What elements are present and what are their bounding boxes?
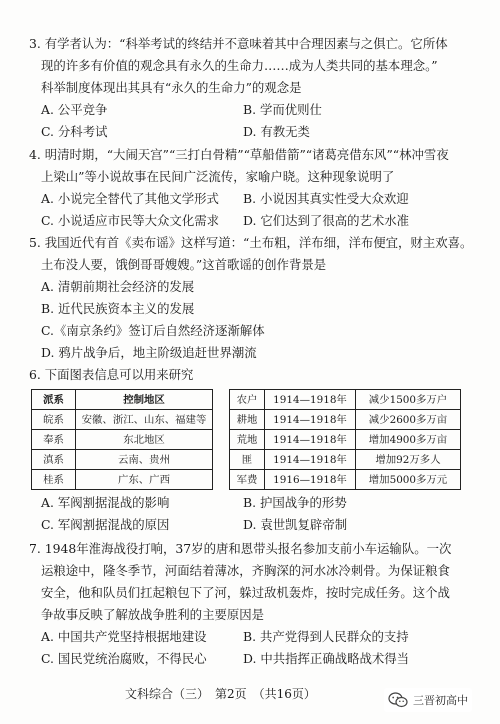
q3-option-c: C. 分科考试 [41,124,108,139]
table-cell: 军费 [230,470,265,490]
q7-option-b: B. 共产党得到人民群众的支持 [243,629,409,644]
q6-stem: 6. 下面图表信息可以用来研究 [29,367,194,382]
table-cell: 减少1500多万户 [356,390,461,410]
q6-option-c: C. 军阀割据混战的原因 [41,517,170,532]
table-cell: 增加92万多人 [356,450,461,470]
q7-stem-line1: 7. 1948年淮海战役打响，37岁的唐和恩带头报名参加支前小车运输队。一次 [29,541,452,556]
table-cell: 安徽、浙江、山东、福建等 [76,410,213,430]
q3-option-a: A. 公平竞争 [41,102,108,117]
table-cell: 1914—1918年 [265,410,356,430]
table-cell: 1914—1918年 [265,430,356,450]
q3-option-b: B. 学而优则仕 [243,102,322,117]
q5-option-c: C.《南京条约》签订后自然经济逐渐解体 [41,323,265,338]
social-impact-table [229,389,461,490]
table-cell: 荒地 [230,430,265,450]
q3-stem-line3: 科举制度体现出其具有“永久的生命力”的观念是 [41,80,302,95]
table-row [32,450,213,470]
q5-option-a: A. 清朝前期社会经济的发展 [41,279,195,294]
q4-option-c: C. 小说适应市民等大众文化需求 [41,213,219,228]
table-row [230,410,461,430]
q7-option-d: D. 中共指挥正确战略战术得当 [243,651,410,666]
watermark-label: 三晋初高中 [413,694,468,707]
q7-stem-line4: 争故事反映了解放战争胜利的主要原因是 [41,607,265,622]
q4-stem-line1: 4. 明清时期，“大闹天宫”“三打白骨精”“草船借箭”“诸葛亮借东风”“林冲雪夜 [29,147,449,162]
table-cell: 匪 [230,450,265,470]
table-row [230,390,461,410]
q7-option-a: A. 中国共产党坚持根据地建设 [41,629,207,644]
q5-option-d: D. 鸦片战争后，地主阶级追赶世界潮流 [41,345,257,360]
page-footer: 文科综合（三） 第2页 （共16页） [125,687,316,701]
wechat-icon [388,692,408,708]
warlord-factions-table [31,389,213,490]
q3-stem-line2: 现的许多有价值的观念具有永久的生命力……成为人类共同的基本理念。” [41,58,438,73]
q6-option-a: A. 军阀割据混战的影响 [41,495,170,510]
table-row [230,470,461,490]
table-cell: 1916—1918年 [265,470,356,490]
table-header: 派系 [32,390,76,410]
table-cell: 滇系 [32,450,76,470]
table-cell: 皖系 [32,410,76,430]
table-row [32,410,213,430]
q7-stem-line2: 运粮途中，隆冬季节，河面结着薄冰，齐胸深的河水冰冷刺骨。为保证粮食 [41,563,450,578]
q3-option-d: D. 有教无类 [243,124,310,139]
q7-option-c: C. 国民党统治腐败，不得民心 [41,651,207,666]
q5-stem-line1: 5. 我国近代有首《卖布谣》这样写道：“土布粗，洋布细，洋布便宜，财主欢喜。 [29,235,473,250]
table-cell: 耕地 [230,410,265,430]
table-cell: 广东、广西 [76,470,213,490]
q3-stem-line1: 3. 有学者认为：“科举考试的终结并不意味着其中合理因素与之俱亡。它所体 [29,36,448,51]
table-cell: 桂系 [32,470,76,490]
q4-option-d: D. 它们达到了很高的艺术水准 [243,213,410,228]
watermark [384,688,472,712]
q5-option-b: B. 近代民族资本主义的发展 [41,301,195,316]
table-cell: 1914—1918年 [265,450,356,470]
table-cell: 奉系 [32,430,76,450]
table-header: 控制地区 [76,390,213,410]
table-cell: 1914—1918年 [265,390,356,410]
q6-option-d: D. 袁世凯复辟帝制 [243,517,348,532]
q6-option-b: B. 护国战争的形势 [243,495,347,510]
table-cell: 减少2600多万亩 [356,410,461,430]
q4-option-a: A. 小说完全替代了其他文学形式 [41,191,219,206]
table-cell: 增加5000多万元 [356,470,461,490]
table-header-row [32,390,213,410]
q4-stem-line2: 上梁山”等小说故事在民间广泛流传，家喻户晓。这种现象说明了 [41,169,395,184]
table-row [230,450,461,470]
table-row [32,470,213,490]
q7-stem-line3: 安全，他和队员们扛起粮包下了河，躲过敌机轰炸，按时完成任务。这个战 [41,585,450,600]
q4-option-b: B. 小说因其真实性受大众欢迎 [243,191,409,206]
q5-stem-line2: 土布没人要，饿倒哥哥嫂嫂。”这首歌谣的创作背景是 [41,257,327,272]
table-row [230,430,461,450]
table-cell: 增加4900多万亩 [356,430,461,450]
table-cell: 农户 [230,390,265,410]
table-row [32,430,213,450]
table-cell: 云南、贵州 [76,450,213,470]
table-cell: 东北地区 [76,430,213,450]
